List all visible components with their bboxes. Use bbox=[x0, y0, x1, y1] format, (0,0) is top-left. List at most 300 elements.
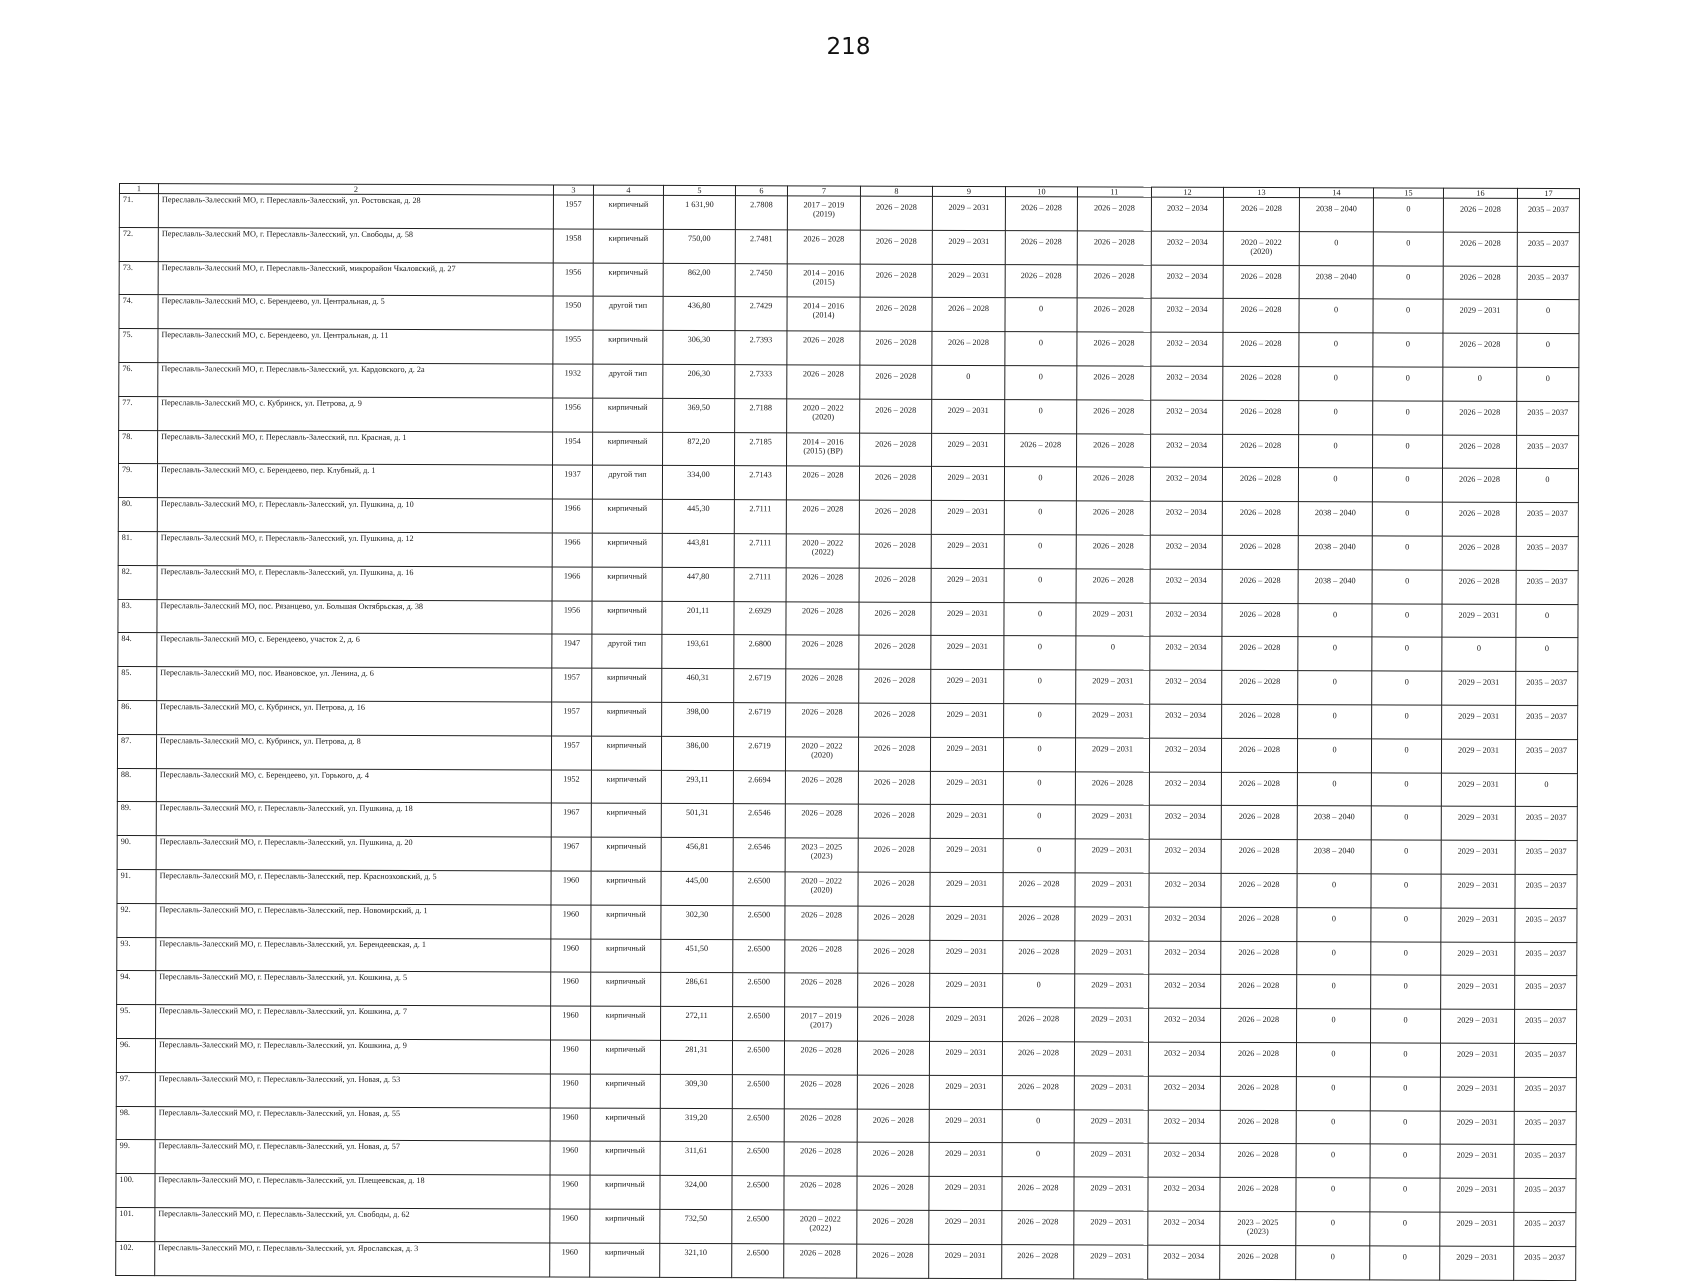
row-number bbox=[118, 498, 157, 532]
wall-material-cell-value: кирпичный bbox=[595, 402, 660, 411]
col14-cell-value: 2038 – 2040 bbox=[1301, 542, 1370, 551]
col13-cell-value: 2026 – 2028 bbox=[1225, 474, 1296, 483]
col10-cell bbox=[1003, 873, 1075, 907]
col16-cell bbox=[1440, 1077, 1514, 1111]
year-built-cell-value: 1960 bbox=[554, 875, 589, 884]
address-cell-value: Переславль-Залесский МО, г. Переславль-Залесский, ул. Свободы, д. 58 bbox=[162, 229, 551, 239]
col12-cell-value: 2032 – 2034 bbox=[1153, 542, 1220, 551]
col16-cell bbox=[1443, 232, 1517, 266]
col15-cell-value: 0 bbox=[1374, 610, 1439, 619]
address-cell bbox=[156, 1005, 551, 1040]
col12-cell bbox=[1150, 569, 1222, 603]
col8-cell-value: 2026 – 2028 bbox=[862, 541, 929, 550]
col7-cell bbox=[786, 635, 859, 669]
col7-cell-note: (2023) bbox=[788, 851, 856, 860]
year-built-cell-value: 1960 bbox=[552, 1247, 587, 1256]
col11-cell bbox=[1076, 467, 1150, 501]
col9-cell-value: 2029 – 2031 bbox=[934, 541, 1002, 550]
row-number-value: 93. bbox=[120, 939, 153, 948]
address-cell-value: Переславль-Залесский МО, с. Берендеево, пер. Клубный, д. 1 bbox=[161, 466, 550, 476]
col14-cell-value: 0 bbox=[1299, 948, 1368, 957]
col9-cell-value: 2029 – 2031 bbox=[932, 913, 1000, 922]
col11-cell bbox=[1077, 197, 1151, 231]
address-cell-value: Переславль-Залесский МО, г. Переславль-Залесский, пер. Красноэховский, д. 5 bbox=[160, 871, 549, 881]
col14-cell-value: 0 bbox=[1299, 914, 1368, 923]
col13-cell bbox=[1223, 231, 1299, 265]
col11-cell bbox=[1074, 1177, 1148, 1211]
col12-cell bbox=[1148, 1110, 1220, 1144]
col14-cell bbox=[1299, 265, 1373, 299]
col17-cell-value: 2035 – 2037 bbox=[1519, 408, 1576, 417]
col7-cell bbox=[786, 601, 859, 635]
col11-cell-value: 2029 – 2031 bbox=[1077, 1048, 1146, 1057]
col12-cell-value: 2032 – 2034 bbox=[1154, 271, 1221, 280]
col15-cell bbox=[1372, 468, 1442, 502]
address-cell-value: Переславль-Залесский МО, г. Переславль-Залесский, ул. Берендеевская, д. 1 bbox=[159, 939, 548, 949]
address-cell bbox=[156, 903, 551, 938]
col11-cell bbox=[1075, 771, 1149, 805]
col12-cell-value: 2032 – 2034 bbox=[1151, 947, 1218, 956]
col13-cell-value: 2026 – 2028 bbox=[1225, 339, 1296, 348]
index-cell bbox=[732, 1210, 784, 1244]
col14-cell-value: 0 bbox=[1302, 238, 1371, 247]
address-cell-value: Переславль-Залесский МО, г. Переславль-Залесский, ул. Пушкина, д. 18 bbox=[160, 803, 549, 813]
col14-cell bbox=[1296, 1110, 1370, 1144]
col10-cell bbox=[1003, 839, 1075, 873]
col10-cell-value: 0 bbox=[1005, 1116, 1072, 1125]
col13-cell bbox=[1223, 366, 1299, 400]
index-cell-value: 2.6929 bbox=[736, 606, 783, 615]
col8-cell-value: 2026 – 2028 bbox=[863, 270, 930, 279]
wall-material-cell bbox=[592, 601, 662, 635]
col16-cell bbox=[1442, 705, 1516, 739]
table-row bbox=[118, 531, 1578, 570]
col17-cell-value: 2035 – 2037 bbox=[1517, 1117, 1574, 1126]
address-cell-value: Переславль-Залесский МО, г. Переславль-Залесский, ул. Пушкина, д. 10 bbox=[161, 499, 550, 509]
col15-cell-value: 0 bbox=[1373, 982, 1438, 991]
col15-cell-value: 0 bbox=[1374, 847, 1439, 856]
address-cell-value: Переславль-Залесский МО, г. Переславль-Залесский, микрорайон Чкаловский, д. 27 bbox=[162, 263, 551, 273]
col7-cell bbox=[786, 466, 859, 500]
col7-cell bbox=[784, 1244, 857, 1278]
col7-cell-note: (2015) bbox=[790, 277, 858, 286]
address-cell-value: Переславль-Залесский МО, с. Кубринск, ул. Петрова, д. 16 bbox=[160, 702, 549, 712]
wall-material-cell-value: кирпичный bbox=[593, 1045, 658, 1054]
col10-cell bbox=[1005, 197, 1077, 231]
col9-cell bbox=[930, 906, 1003, 940]
col10-cell bbox=[1002, 1109, 1074, 1143]
col11-cell-value: 2029 – 2031 bbox=[1077, 1082, 1146, 1091]
col17-cell-value: 2035 – 2037 bbox=[1519, 509, 1576, 518]
col10-cell bbox=[1003, 906, 1075, 940]
col9-cell-value: 2029 – 2031 bbox=[934, 406, 1002, 415]
index-cell bbox=[734, 567, 786, 601]
col12-cell-value: 2032 – 2034 bbox=[1153, 406, 1220, 415]
wall-material-cell-value: кирпичный bbox=[595, 335, 660, 344]
wall-material-cell bbox=[593, 297, 663, 331]
index-cell-value: 2.6546 bbox=[736, 842, 783, 851]
column-header: 12 bbox=[1151, 187, 1223, 197]
wall-material-cell bbox=[592, 702, 662, 736]
col9-cell-value: 2029 – 2031 bbox=[932, 1082, 1000, 1091]
year-built-cell bbox=[550, 1141, 590, 1175]
area-cell-value: 445,30 bbox=[665, 504, 732, 513]
col15-cell-value: 0 bbox=[1375, 509, 1440, 518]
wall-material-cell bbox=[591, 905, 661, 939]
col15-cell bbox=[1373, 265, 1443, 299]
col17-cell-value: 2035 – 2037 bbox=[1517, 1016, 1574, 1025]
area-cell-value: 732,50 bbox=[662, 1214, 729, 1223]
col9-cell-value: 2029 – 2031 bbox=[932, 1149, 1000, 1158]
col8-cell-value: 2026 – 2028 bbox=[861, 676, 928, 685]
col7-cell bbox=[785, 872, 858, 906]
area-cell-value: 286,61 bbox=[663, 977, 730, 986]
col17-cell-value: 0 bbox=[1518, 779, 1575, 788]
area-cell-value: 334,00 bbox=[665, 470, 732, 479]
col15-cell-value: 0 bbox=[1374, 711, 1439, 720]
col15-cell bbox=[1371, 941, 1441, 975]
col11-cell bbox=[1076, 569, 1150, 603]
wall-material-cell-value: кирпичный bbox=[593, 977, 658, 986]
year-built-cell bbox=[551, 905, 591, 939]
table-row bbox=[117, 734, 1577, 773]
col16-cell-value: 2029 – 2031 bbox=[1444, 813, 1513, 822]
area-cell-value: 460,31 bbox=[664, 673, 731, 682]
col9-cell-value: 2029 – 2031 bbox=[931, 1251, 999, 1260]
col9-cell bbox=[930, 838, 1003, 872]
col15-cell bbox=[1372, 502, 1442, 536]
col12-cell bbox=[1151, 298, 1223, 332]
col14-cell-value: 0 bbox=[1300, 677, 1369, 686]
col8-cell bbox=[858, 804, 930, 838]
col17-cell-value: 2035 – 2037 bbox=[1520, 205, 1577, 214]
address-cell bbox=[156, 937, 551, 972]
col12-cell-value: 2032 – 2034 bbox=[1154, 305, 1221, 314]
col10-cell-value: 0 bbox=[1007, 473, 1074, 482]
col10-cell bbox=[1004, 670, 1076, 704]
col7-cell bbox=[786, 534, 859, 568]
index-cell bbox=[732, 1243, 784, 1277]
col15-cell bbox=[1370, 1110, 1440, 1144]
col13-cell-value: 2026 – 2028 bbox=[1226, 271, 1297, 280]
col15-cell-value: 0 bbox=[1374, 880, 1439, 889]
col7-cell-note: (2015) (ВР) bbox=[789, 446, 857, 455]
year-built-cell-value: 1937 bbox=[555, 470, 590, 479]
col8-cell bbox=[859, 635, 931, 669]
col7-cell-value: 2020 – 2022 bbox=[789, 538, 857, 547]
address-cell-value: Переславль-Залесский МО, пос. Рязанцево, ул. Большая Октябрьская, д. 38 bbox=[161, 601, 550, 611]
col13-cell bbox=[1221, 941, 1297, 975]
col15-cell bbox=[1370, 1077, 1440, 1111]
table-row bbox=[116, 1038, 1576, 1077]
col9-cell-value: 2029 – 2031 bbox=[932, 946, 1000, 955]
col10-cell bbox=[1004, 704, 1076, 738]
col11-cell bbox=[1077, 433, 1151, 467]
col9-cell bbox=[929, 1143, 1002, 1177]
col14-cell-value: 2038 – 2040 bbox=[1301, 508, 1370, 517]
col15-cell-value: 0 bbox=[1374, 745, 1439, 754]
col10-cell-value: 0 bbox=[1006, 710, 1073, 719]
area-cell bbox=[663, 229, 735, 263]
col13-cell bbox=[1222, 704, 1298, 738]
col15-cell bbox=[1372, 705, 1442, 739]
address-cell bbox=[158, 261, 553, 296]
col16-cell-value: 2029 – 2031 bbox=[1444, 745, 1513, 754]
col14-cell bbox=[1298, 569, 1372, 603]
col7-cell-value: 2026 – 2028 bbox=[789, 369, 857, 378]
table-row bbox=[119, 430, 1579, 469]
col16-cell-value: 2029 – 2031 bbox=[1443, 982, 1512, 991]
col9-cell-value: 2029 – 2031 bbox=[935, 203, 1003, 212]
col16-cell bbox=[1443, 198, 1517, 232]
col16-cell bbox=[1443, 367, 1517, 401]
row-number bbox=[117, 836, 156, 870]
col9-cell bbox=[930, 974, 1003, 1008]
col7-cell-value: 2026 – 2028 bbox=[787, 910, 855, 919]
col16-cell bbox=[1441, 942, 1515, 976]
col10-cell-value: 0 bbox=[1006, 676, 1073, 685]
address-cell bbox=[156, 768, 551, 803]
index-cell-value: 2.7450 bbox=[738, 268, 785, 277]
col16-cell bbox=[1440, 1246, 1514, 1280]
wall-material-cell-value: кирпичный bbox=[596, 200, 661, 209]
col13-cell-note: (2023) bbox=[1222, 1227, 1293, 1236]
col9-cell bbox=[929, 1176, 1002, 1210]
col16-cell-value: 2029 – 2031 bbox=[1443, 1083, 1512, 1092]
year-built-cell bbox=[552, 499, 592, 533]
col12-cell bbox=[1148, 1211, 1220, 1245]
index-cell-value: 2.7393 bbox=[737, 335, 784, 344]
index-cell bbox=[735, 398, 787, 432]
col11-cell bbox=[1076, 670, 1150, 704]
col15-cell-value: 0 bbox=[1375, 340, 1440, 349]
col10-cell-value: 0 bbox=[1006, 642, 1073, 651]
col15-cell bbox=[1372, 671, 1442, 705]
page-number: 218 bbox=[0, 34, 1697, 60]
col7-cell bbox=[784, 1041, 857, 1075]
year-built-cell bbox=[553, 263, 593, 297]
table-row bbox=[117, 937, 1577, 976]
col8-cell-value: 2026 – 2028 bbox=[862, 338, 929, 347]
row-number-value: 96. bbox=[120, 1040, 153, 1049]
column-header: 16 bbox=[1443, 188, 1517, 198]
area-cell bbox=[663, 331, 735, 365]
col14-cell-value: 0 bbox=[1299, 1117, 1368, 1126]
column-header: 14 bbox=[1299, 188, 1373, 198]
col12-cell-value: 2032 – 2034 bbox=[1153, 339, 1220, 348]
col15-cell bbox=[1373, 198, 1443, 232]
col12-cell-value: 2032 – 2034 bbox=[1151, 1082, 1218, 1091]
col9-cell-value: 2029 – 2031 bbox=[933, 811, 1001, 820]
col12-cell bbox=[1150, 467, 1222, 501]
col11-cell bbox=[1077, 264, 1151, 298]
col14-cell bbox=[1297, 874, 1371, 908]
col14-cell bbox=[1299, 367, 1373, 401]
col8-cell-value: 2026 – 2028 bbox=[862, 372, 929, 381]
col17-cell-value: 2035 – 2037 bbox=[1520, 239, 1577, 248]
col14-cell-value: 0 bbox=[1301, 475, 1370, 484]
col14-cell-value: 0 bbox=[1300, 610, 1369, 619]
area-cell bbox=[662, 601, 734, 635]
col15-cell-value: 0 bbox=[1375, 475, 1440, 484]
col16-cell-value: 2026 – 2028 bbox=[1445, 543, 1514, 552]
row-number bbox=[119, 430, 158, 464]
col7-cell-note: (2020) bbox=[788, 750, 856, 759]
col11-cell bbox=[1077, 231, 1151, 265]
address-cell bbox=[155, 1174, 550, 1209]
index-cell bbox=[733, 973, 785, 1007]
area-cell-value: 193,61 bbox=[664, 639, 731, 648]
col13-cell-value: 2026 – 2028 bbox=[1225, 542, 1296, 551]
col17-cell-value: 0 bbox=[1520, 306, 1577, 315]
col17-cell-value: 2035 – 2037 bbox=[1518, 813, 1575, 822]
address-cell bbox=[157, 599, 552, 634]
column-header: 6 bbox=[735, 186, 787, 196]
col17-cell bbox=[1514, 1212, 1576, 1246]
col17-cell-value: 2035 – 2037 bbox=[1517, 1050, 1574, 1059]
col15-cell-value: 0 bbox=[1373, 1016, 1438, 1025]
col14-cell-value: 2038 – 2040 bbox=[1302, 204, 1371, 213]
year-built-cell bbox=[552, 567, 592, 601]
col7-cell bbox=[787, 196, 860, 230]
col14-cell bbox=[1298, 705, 1372, 739]
col11-cell-value: 2026 – 2028 bbox=[1079, 508, 1148, 517]
col12-cell bbox=[1148, 1143, 1220, 1177]
col7-cell bbox=[785, 770, 858, 804]
column-header: 4 bbox=[593, 185, 663, 195]
col8-cell bbox=[858, 906, 930, 940]
year-built-cell-value: 1952 bbox=[554, 774, 589, 783]
col16-cell bbox=[1443, 401, 1517, 435]
col12-cell-value: 2032 – 2034 bbox=[1151, 1049, 1218, 1058]
col11-cell bbox=[1077, 332, 1151, 366]
year-built-cell-value: 1958 bbox=[556, 233, 591, 242]
wall-material-cell bbox=[593, 195, 663, 229]
col8-cell-value: 2026 – 2028 bbox=[862, 405, 929, 414]
wall-material-cell-value: кирпичный bbox=[593, 943, 658, 952]
area-cell bbox=[662, 466, 734, 500]
col12-cell bbox=[1150, 636, 1222, 670]
col11-cell-value: 2029 – 2031 bbox=[1078, 677, 1147, 686]
col7-cell bbox=[785, 804, 858, 838]
table-row bbox=[119, 194, 1579, 233]
col12-cell bbox=[1149, 772, 1221, 806]
col8-cell-value: 2026 – 2028 bbox=[861, 811, 928, 820]
year-built-cell bbox=[551, 1006, 591, 1040]
col7-cell-note: (2019) bbox=[790, 209, 858, 218]
col12-cell bbox=[1149, 738, 1221, 772]
wall-material-cell bbox=[591, 972, 661, 1006]
wall-material-cell bbox=[591, 939, 661, 973]
col13-cell-value: 2026 – 2028 bbox=[1224, 643, 1295, 652]
col14-cell bbox=[1297, 907, 1371, 941]
col15-cell bbox=[1373, 299, 1443, 333]
area-cell-value: 443,81 bbox=[665, 538, 732, 547]
row-number bbox=[119, 261, 158, 295]
col11-cell-value: 2029 – 2031 bbox=[1076, 1217, 1145, 1226]
col16-cell bbox=[1440, 1212, 1514, 1246]
col8-cell bbox=[857, 1176, 929, 1210]
row-number-value: 86. bbox=[121, 702, 154, 711]
col8-cell bbox=[860, 196, 932, 230]
index-cell-value: 2.7188 bbox=[737, 403, 784, 412]
year-built-cell-value: 1960 bbox=[553, 1044, 588, 1053]
col10-cell-value: 0 bbox=[1006, 778, 1073, 787]
col14-cell-value: 0 bbox=[1300, 779, 1369, 788]
col9-cell bbox=[931, 568, 1004, 602]
col12-cell-value: 2032 – 2034 bbox=[1152, 711, 1219, 720]
address-cell bbox=[158, 363, 553, 398]
col13-cell-value: 2020 – 2022 bbox=[1226, 238, 1297, 247]
col13-cell-value: 2023 – 2025 bbox=[1222, 1218, 1293, 1227]
area-cell-value: 872,20 bbox=[665, 436, 732, 445]
col8-cell bbox=[859, 500, 931, 534]
index-cell-value: 2.7185 bbox=[737, 437, 784, 446]
column-header: 13 bbox=[1223, 187, 1299, 197]
col11-cell-value: 2029 – 2031 bbox=[1078, 609, 1147, 618]
col7-cell-value: 2026 – 2028 bbox=[788, 673, 856, 682]
col9-cell bbox=[930, 771, 1003, 805]
area-cell bbox=[662, 500, 734, 534]
index-cell bbox=[733, 1007, 785, 1041]
address-cell bbox=[158, 295, 553, 330]
col8-cell bbox=[858, 737, 930, 771]
col17-cell bbox=[1517, 300, 1579, 334]
col10-cell-value: 2026 – 2028 bbox=[1008, 237, 1075, 246]
index-cell-value: 2.7333 bbox=[737, 369, 784, 378]
index-cell-value: 2.6500 bbox=[736, 876, 783, 885]
year-built-cell bbox=[553, 432, 593, 466]
column-header: 10 bbox=[1005, 187, 1077, 197]
col7-cell bbox=[785, 1007, 858, 1041]
col13-cell bbox=[1220, 1110, 1296, 1144]
col8-cell-value: 2026 – 2028 bbox=[860, 1115, 927, 1124]
col16-cell bbox=[1440, 1178, 1514, 1212]
col13-cell bbox=[1223, 434, 1299, 468]
col9-cell-value: 2029 – 2031 bbox=[933, 845, 1001, 854]
address-cell-value: Переславль-Залесский МО, г. Переславль-Залесский, ул. Новая, д. 55 bbox=[159, 1108, 548, 1118]
wall-material-cell-value: кирпичный bbox=[594, 842, 659, 851]
col9-cell bbox=[932, 399, 1005, 433]
col10-cell bbox=[1004, 636, 1076, 670]
index-cell bbox=[735, 229, 787, 263]
table-row bbox=[117, 903, 1577, 942]
col12-cell-value: 2032 – 2034 bbox=[1154, 237, 1221, 246]
col8-cell-value: 2026 – 2028 bbox=[859, 1216, 926, 1225]
area-cell bbox=[663, 297, 735, 331]
year-built-cell-value: 1957 bbox=[554, 706, 589, 715]
col12-cell bbox=[1148, 1042, 1220, 1076]
row-number-value: 74. bbox=[123, 296, 156, 305]
col9-cell bbox=[930, 805, 1003, 839]
col10-cell-value: 0 bbox=[1006, 811, 1073, 820]
col10-cell bbox=[1005, 399, 1077, 433]
area-cell bbox=[662, 635, 734, 669]
col8-cell bbox=[860, 399, 932, 433]
col7-cell bbox=[785, 939, 858, 973]
year-built-cell-value: 1960 bbox=[552, 1180, 587, 1189]
row-number-value: 76. bbox=[122, 364, 155, 373]
year-built-cell bbox=[552, 668, 592, 702]
col14-cell-value: 0 bbox=[1298, 1252, 1367, 1261]
col7-cell-value: 2026 – 2028 bbox=[788, 809, 856, 818]
table-body bbox=[116, 194, 1580, 1281]
col17-cell bbox=[1514, 1043, 1576, 1077]
col15-cell-value: 0 bbox=[1375, 441, 1440, 450]
row-number bbox=[119, 295, 158, 329]
table-row bbox=[118, 633, 1578, 672]
col16-cell-value: 2029 – 2031 bbox=[1443, 1117, 1512, 1126]
